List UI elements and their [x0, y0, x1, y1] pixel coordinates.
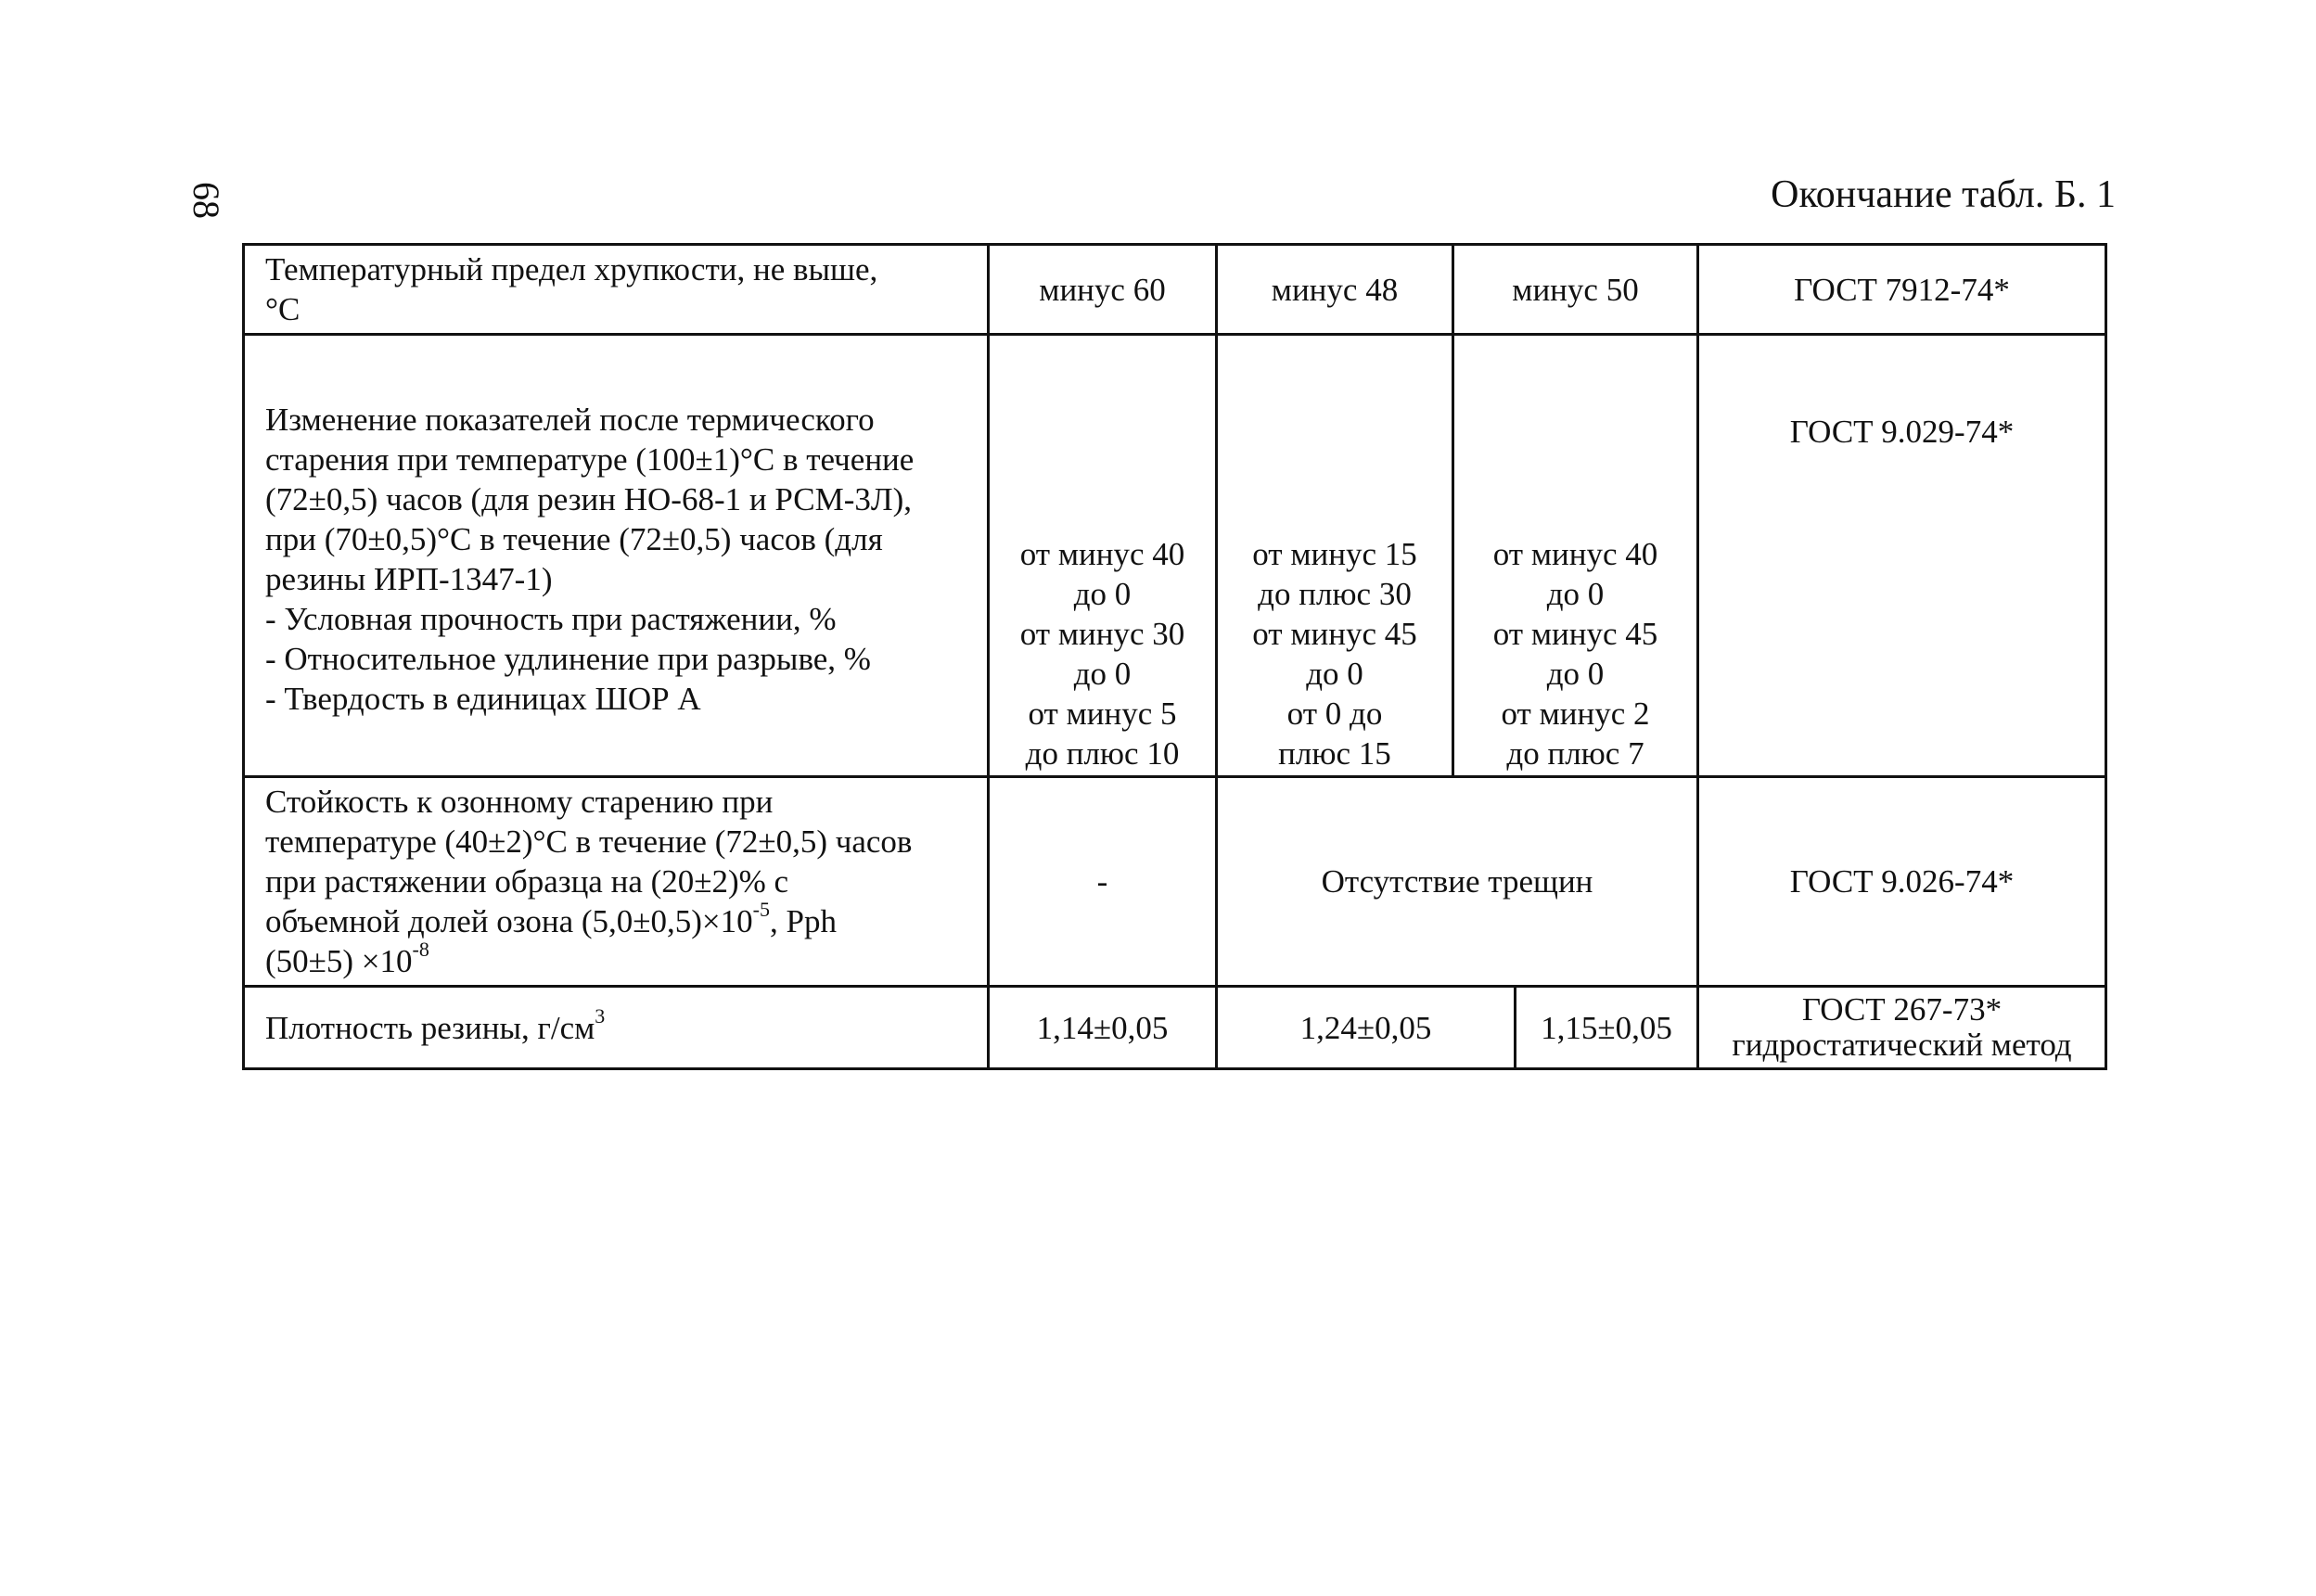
value-line: от минус 5: [1028, 696, 1177, 732]
value-cell: [1453, 335, 1698, 777]
value-cell: -: [989, 777, 1217, 987]
value-line: до 0: [1073, 576, 1132, 612]
value-cell: 1,15±0,05: [1541, 1009, 1672, 1046]
value-cell: 1,24±0,05: [1218, 988, 1516, 1067]
parameter-line: [265, 898, 978, 941]
parameter-cell: [244, 335, 989, 777]
standard-cell: ГОСТ 7912-74*: [1698, 245, 2106, 335]
value-line: до плюс 7: [1506, 735, 1644, 772]
value-line: от минус 30: [1019, 616, 1185, 652]
parameter-cell: [244, 777, 989, 987]
standard-cell: [1698, 987, 2106, 1069]
standard-cell: [1698, 335, 2106, 777]
table-row: [244, 335, 2106, 777]
value-line: до 0: [1546, 576, 1605, 612]
parameter-line: температуре (40±2)°С в течение (72±0,5) часов: [265, 824, 913, 860]
parameter-line: (72±0,5) часов (для резин НО-68-1 и РСМ-3Л),: [265, 481, 912, 517]
parameter-text: объемной долей озона (5,0±0,5)×10: [265, 903, 753, 939]
standard-line: ГОСТ 267-73*: [1801, 991, 2003, 1028]
parameter-line: Стойкость к озонному старению при: [265, 784, 774, 820]
value-line: от минус 45: [1252, 616, 1417, 652]
properties-table: [242, 243, 2107, 1070]
parameter-cell: [244, 987, 989, 1069]
exponent: -8: [412, 938, 429, 962]
standard-cell: ГОСТ 9.026-74*: [1698, 777, 2106, 987]
exponent: -5: [752, 898, 770, 922]
value-line: от минус 2: [1501, 696, 1650, 732]
parameter-line: - Относительное удлинение при разрыве, %: [265, 641, 871, 677]
exponent: 3: [595, 1003, 606, 1028]
table-row: [244, 245, 2106, 335]
standard-line: гидростатический метод: [1732, 1027, 2072, 1063]
value-line: от минус 45: [1492, 616, 1658, 652]
value-cell: минус 48: [1217, 245, 1453, 335]
parameter-line: °С: [265, 291, 301, 327]
parameter-line: - Твердость в единицах ШОР А: [265, 681, 701, 717]
value-line: до 0: [1546, 656, 1605, 692]
parameter-line: при растяжении образца на (20±2)% с: [265, 863, 789, 900]
parameter-line: Температурный предел хрупкости, не выше,: [265, 251, 878, 287]
table-row: [244, 987, 2106, 1069]
parameter-text: , Pph: [769, 903, 837, 939]
value-line: до плюс 10: [1025, 735, 1180, 772]
value-line: до плюс 30: [1258, 576, 1412, 612]
value-cell-split: [1217, 987, 1698, 1069]
parameter-text: (50±5) ×10: [265, 943, 413, 979]
value-line: от 0 до: [1286, 696, 1383, 732]
parameter-line: резины ИРП-1347-1): [265, 561, 553, 597]
parameter-line: Изменение показателей после термического: [265, 402, 875, 438]
standard-text: ГОСТ 9.029-74*: [1789, 414, 2015, 450]
value-cell: минус 60: [989, 245, 1217, 335]
value-line: до 0: [1306, 656, 1363, 692]
table-row: [244, 777, 2106, 987]
value-cell-merged: Отсутствие трещин: [1217, 777, 1698, 987]
value-cell: 1,14±0,05: [989, 987, 1217, 1069]
parameter-text: Плотность резины, г/см: [265, 1009, 595, 1046]
parameter-line: старения при температуре (100±1)°С в течение: [265, 441, 915, 478]
value-cell: [989, 335, 1217, 777]
parameter-line: [265, 938, 978, 981]
parameter-line: при (70±0,5)°С в течение (72±0,5) часов (для: [265, 521, 883, 557]
page-number: 68: [186, 182, 227, 219]
table-caption: Окончание табл. Б. 1: [1771, 173, 2116, 216]
value-cell: [1217, 335, 1453, 777]
value-line: от минус 40: [1019, 536, 1185, 572]
value-line: от минус 40: [1492, 536, 1658, 572]
value-line: плюс 15: [1278, 735, 1391, 772]
value-line: до 0: [1073, 656, 1132, 692]
parameter-cell: [244, 245, 989, 335]
parameter-line: - Условная прочность при растяжении, %: [265, 601, 837, 637]
value-line: от минус 15: [1252, 536, 1417, 572]
value-cell: минус 50: [1453, 245, 1698, 335]
